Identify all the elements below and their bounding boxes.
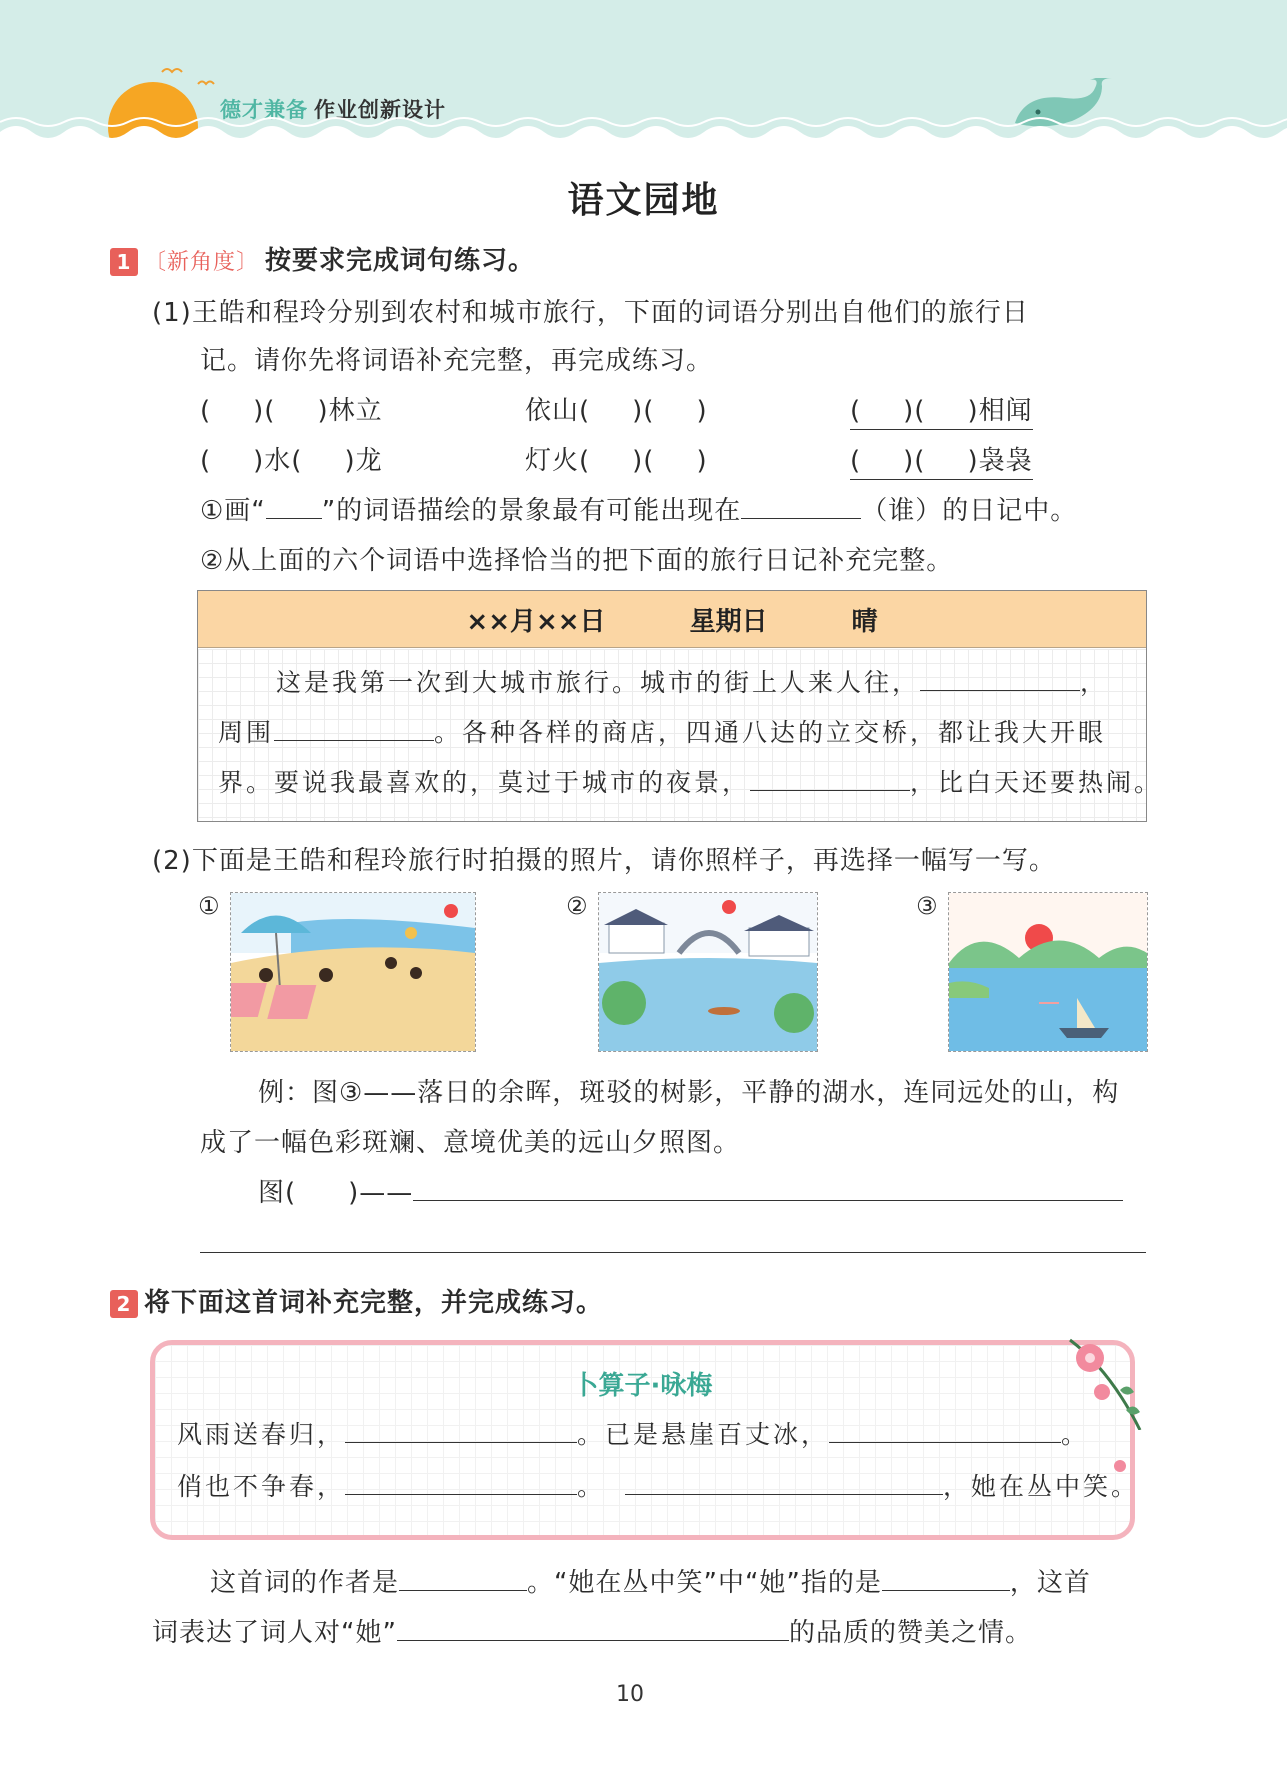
ci-l2-a: 俏也不争春， xyxy=(177,1472,346,1501)
ci-l1-b: 。已是悬崖百丈冰， xyxy=(577,1420,830,1449)
q1-p1-line1: (1)王皓和程玲分别到农村和城市旅行，下面的词语分别出自他们的旅行日 xyxy=(152,298,1029,328)
plum-blossom-icon xyxy=(1060,1330,1150,1430)
q2-prompt: 将下面这首词补充完整，并完成练习。 xyxy=(144,1288,604,1318)
photo-2-town xyxy=(598,892,818,1052)
diary-blank-1[interactable] xyxy=(920,666,1080,691)
answer-blank-1[interactable] xyxy=(413,1176,1123,1201)
word-1-a: ( xyxy=(200,396,212,426)
word-4-b: )水( xyxy=(253,446,303,476)
sub1-b: ”的词语描绘的景象最有可能出现在 xyxy=(321,496,742,526)
word-4-a: ( xyxy=(200,446,212,476)
diary-table xyxy=(197,590,1163,822)
answer-a: 图( xyxy=(258,1178,297,1208)
ci-title: 卜算子·咏梅 xyxy=(572,1371,713,1401)
word-5 xyxy=(525,440,708,477)
sub1-underline-sample xyxy=(266,494,322,519)
after-line-2 xyxy=(152,1612,1032,1649)
diary-weather: 晴 xyxy=(851,606,878,637)
after-l2-a: 词表达了词人对“她” xyxy=(152,1618,397,1648)
diary-line-3 xyxy=(218,763,1162,799)
example-line-2: 成了一幅色彩斑斓、意境优美的远山夕照图。 xyxy=(200,1128,741,1158)
word-5-b: )( xyxy=(632,446,655,476)
word-2-c: ) xyxy=(696,396,708,426)
diary-blank-3[interactable] xyxy=(750,766,910,791)
word-3-b: )( xyxy=(903,396,926,426)
word-6-a: ( xyxy=(850,446,862,476)
word-6-b: )( xyxy=(903,446,926,476)
answer-line xyxy=(258,1172,1146,1209)
diary-l1-b: ， xyxy=(1080,668,1109,697)
ci-blank-4[interactable] xyxy=(625,1470,943,1495)
small-blossom-icon xyxy=(1112,1458,1128,1474)
brand-green: 德才兼备 xyxy=(220,98,308,122)
q1-sub1 xyxy=(200,490,1077,527)
after-l1-c: ，这首 xyxy=(1009,1568,1091,1598)
diary-l2-b: 。各种各样的商店，四通八达的立交桥，都让我大开眼 xyxy=(434,718,1107,747)
q2-header xyxy=(110,1282,603,1319)
diary-line-1 xyxy=(276,663,1108,699)
ci-line-2 xyxy=(177,1467,1139,1503)
header-wave xyxy=(0,114,1287,150)
page-number: 10 xyxy=(616,1682,644,1707)
brand-dark: 作业创新设计 xyxy=(314,98,446,122)
ci-poem-box xyxy=(150,1340,1140,1540)
after-l1-b: 。“她在丛中笑”中“她”指的是 xyxy=(527,1568,882,1598)
diary-body xyxy=(198,649,1163,821)
q1-tag: 〔新角度〕 xyxy=(144,250,260,275)
ci-l1-c: 。 xyxy=(1061,1420,1090,1449)
word-3 xyxy=(850,390,1033,430)
word-5-a: 灯火( xyxy=(525,446,591,476)
word-6 xyxy=(850,440,1033,480)
page-title: 语文园地 xyxy=(567,180,720,221)
diary-date: ××月××日 xyxy=(466,606,606,637)
word-2-b: )( xyxy=(632,396,655,426)
after-l1-a: 这首词的作者是 xyxy=(210,1568,400,1598)
example-line-1: 例：图③——落日的余晖，斑驳的树影，平静的湖水，连同远处的山，构 xyxy=(258,1078,1120,1108)
sub1-c: （谁）的日记中。 xyxy=(861,496,1078,526)
diary-line-2 xyxy=(218,713,1106,749)
page-number-badge xyxy=(600,1670,660,1720)
photo-1-label: ① xyxy=(198,892,220,920)
photo-3-lake xyxy=(948,892,1148,1052)
word-2 xyxy=(525,390,708,427)
q1-number: 1 xyxy=(110,248,138,276)
after-line-1 xyxy=(210,1562,1091,1599)
ci-blank-1[interactable] xyxy=(345,1418,577,1443)
sub1-a: ①画“ xyxy=(200,496,266,526)
word-2-a: 依山( xyxy=(525,396,591,426)
sub1-blank[interactable] xyxy=(741,494,861,519)
birds-icon xyxy=(160,62,220,92)
q1-prompt: 按要求完成词句练习。 xyxy=(265,246,536,276)
word-1-c: )林立 xyxy=(317,396,383,426)
answer-blank-2[interactable] xyxy=(200,1252,1146,1253)
diary-blank-2[interactable] xyxy=(274,716,434,741)
q1-p1-line2: 记。请你先将词语补充完整，再完成练习。 xyxy=(200,346,714,376)
photo-1-beach xyxy=(230,892,476,1052)
q2-number: 2 xyxy=(110,1290,138,1318)
town-illustration xyxy=(599,893,817,1051)
ci-blank-3[interactable] xyxy=(345,1470,577,1495)
photo-2-label: ② xyxy=(566,892,588,920)
ci-line-1 xyxy=(177,1415,1089,1451)
beach-illustration xyxy=(231,893,475,1051)
ci-l2-b: 。 xyxy=(577,1472,606,1501)
diary-header xyxy=(198,591,1146,648)
diary-l3-b: ，比白天还要热闹。 xyxy=(910,768,1163,797)
q1-p2-line: (2)下面是王皓和程玲旅行时拍摄的照片，请你照样子，再选择一幅写一写。 xyxy=(152,846,1056,876)
ci-blank-2[interactable] xyxy=(829,1418,1061,1443)
word-4 xyxy=(200,440,383,477)
answer-b: )—— xyxy=(348,1178,414,1208)
word-5-c: ) xyxy=(696,446,708,476)
q1-header xyxy=(110,240,535,277)
word-1 xyxy=(200,390,383,427)
diary-weekday: 星期日 xyxy=(689,606,768,637)
quality-blank[interactable] xyxy=(397,1616,789,1641)
word-4-c: )龙 xyxy=(344,446,383,476)
photo-3-label: ③ xyxy=(916,892,938,920)
diary-l3-a: 界。要说我最喜欢的，莫过于城市的夜景， xyxy=(218,768,751,797)
ci-l1-a: 风雨送春归， xyxy=(177,1420,346,1449)
page-header xyxy=(0,0,1287,150)
lake-illustration xyxy=(949,893,1147,1051)
she-blank[interactable] xyxy=(882,1566,1010,1591)
q1-sub2: ②从上面的六个词语中选择恰当的把下面的旅行日记补充完整。 xyxy=(200,546,954,576)
after-l2-b: 的品质的赞美之情。 xyxy=(788,1618,1032,1648)
diary-l2-a: 周围 xyxy=(218,718,275,747)
word-3-a: ( xyxy=(850,396,862,426)
ci-l2-c: ，她在丛中笑。 xyxy=(943,1472,1140,1501)
author-blank[interactable] xyxy=(399,1566,527,1591)
word-6-c: )袅袅 xyxy=(967,446,1033,476)
word-1-b: )( xyxy=(253,396,276,426)
word-3-c: )相闻 xyxy=(967,396,1033,426)
diary-l1-a: 这是我第一次到大城市旅行。城市的街上人来人往， xyxy=(276,668,921,697)
